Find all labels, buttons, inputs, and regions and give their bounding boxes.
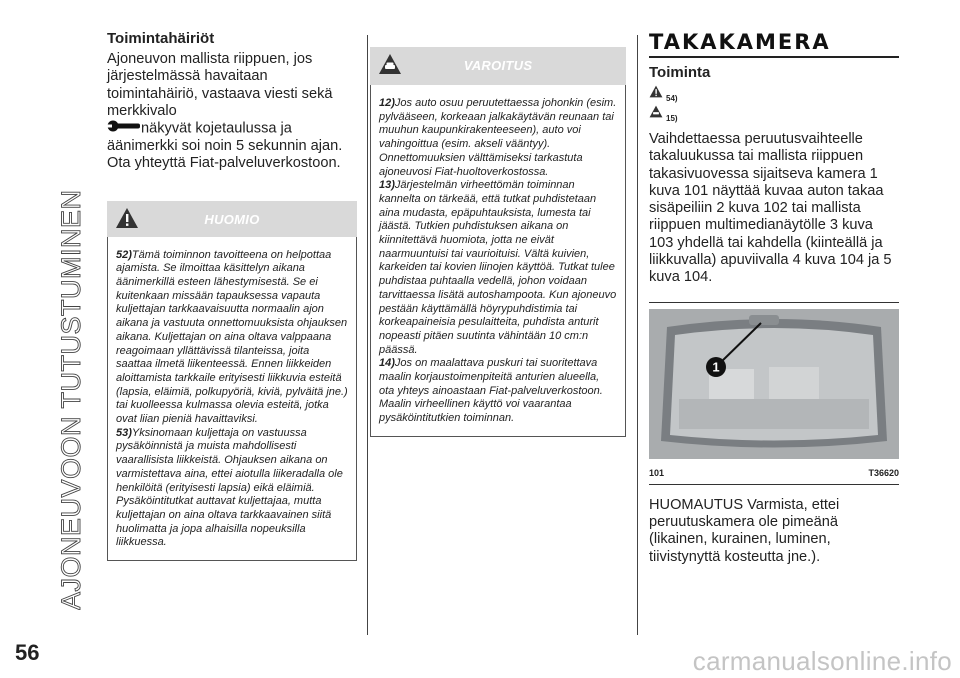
paragraph: Vaihdettaessa peruutusvaihteelle takaluukussa tai mallista riippuen takasivuovessa sijaitseva kamera 1 kuva 101 näyttää kuvaa auton takaa sisäpeiliin 2 kuva 102 tai mallista riippuen multimedianäytölle 3 kuva 103 yhdellä tai kahdella (kiinteällä ja liikkuvalla) apuviivalla 4 kuva 104 ja 5 kuva 104. [649,131,892,286]
title-rule [649,56,899,58]
notice-header [370,47,626,85]
note-item [116,249,348,427]
note-number: 13) [379,179,395,192]
notice-box [107,201,357,561]
page-number: 56 [15,640,40,665]
note-number: 12) [379,97,395,109]
note-text: Yksinomaan kuljettaja on vastuussa pysäköinnistä ja muista mahdollisesti vaarallisista liikkeistä. Ohjauksen aikana on varmistettava aina, ettei aiotulla liikeradalla ole henkilöitä (erityisesti lapsia) eikä eläimiä. Pysäköintitutkat auttavat kuljettajaa, mutta kuljettajan on aina oltava tarkkaavainen siitä huolimatta ja jopa alhaisilla nopeuksilla liikkuessa. [116,426,343,549]
note-text: Jos auto osuu peruutettaessa johonkin (esim. pylvääseen, korkeaan jalkakäytävän reunaan tai muuhun kaupunkirakenteeseen), auto voi vahingoittua (esim. akseli vääntyy). Onnettomuuksien välttämiseksi tarkastuta ajoneuvosi Fiat-huoltoverkostossa. [379,97,617,178]
section-side-title [50,20,90,610]
column-divider [367,35,368,635]
note-text: Järjestelmän virheettömän toiminnan kannelta on tärkeää, että tutkat puhdistetaan aina mudasta, epäpuhtauksista, lumesta tai jäästä. Tutkien puhdistuksen aikana on kiinnitettävä huomiota, jotta ne eivät naarmuuntuisi tai vaurioituisi. Vältä kuivien, karkeiden tai kovien liinojen käyttöä. Tutkat tulee puhdistaa puhtaalla vedellä, johon voidaan tarvittaessa lisätä autoshampoota. Kun ajoneuvo pestään käyttämällä höyrypuhdistimia tai korkeapaineisia pesulaitteita, puhdista anturit nopeasti pitäen suutinta vähintään 10 cm:n päässä. [379,179,617,356]
column-middle [370,30,626,437]
side-title-text: AJONEUVOON TUTUSTUMINEN [56,189,86,610]
section-heading: Toimintahäiriöt [107,30,215,47]
warning-ref [649,85,899,103]
car-warning-icon [649,105,663,123]
note-text: Jos on maalattava puskuri tai suoritettava maalin korjaustoimenpiteitä anturien alueella, ota yhteys ainoastaan Fiat-palveluverkostoon. Maalin virheellinen käyttö voi vaarantaa pysäköintitutkien toiminnan. [379,357,603,425]
section-title: TAKAKAMERA [649,30,831,54]
column-right [649,30,899,566]
note-number: 52) [116,248,132,261]
figure-caption [649,468,899,478]
sub-heading: Toiminta [649,64,711,81]
figure-101 [649,302,899,485]
warning-ref-number: 54) [666,94,678,103]
note-paragraph: HUOMAUTUS Varmista, ettei peruutuskamera ole pimeänä (likainen, kurainen, luminen, tiivistynyttä kosteutta jne.). [649,496,840,565]
paragraph [107,51,357,173]
wrench-icon [107,120,141,137]
notice-body [370,85,626,437]
note-number: 14) [379,357,395,370]
warning-ref [649,105,899,123]
notice-header [107,201,357,237]
warning-icon [649,85,663,103]
note-item [379,97,617,179]
watermark: carmanualsonline.info [692,646,952,676]
notice-title: HUOMIO [204,211,260,227]
notice-body [107,237,357,561]
column-divider [637,35,638,635]
note-item [379,357,617,426]
column-left [107,30,357,561]
note-text: Tämä toiminnon tavoitteena on helpottaa ajamista. Se ilmoittaa käsittelyn aikana äänimerkillä esteen lähestymisestä. Se ei kuitenkaan missään tapauksessa vapauta kuljettajan tarkkaavaisuutta normaalin ajon aikana ja vastuuta onnettomuuksista ohjauksen aikana. Kuljettajan on aina oltava valppaana reagoimaan yllättävissä tilanteissa, joita saattaa ilmetä liikenteessä. Ennen liikkeiden aloittamista tarkkaile erityisesti liikkuvia esteitä (lapsia, eläimiä, polkupyöriä, kiviä, pylväitä jne.) tai kuolleessa kulmassa olevia esteitä, jotka ovat liian pieniä havaittaviksi. [116,248,348,426]
note-number: 53) [116,426,132,439]
figure-number: 101 [649,467,665,478]
warning-ref-number: 15) [666,114,678,123]
note-item [116,427,348,550]
note-item [379,179,617,357]
figure-code: T36620 [868,467,899,478]
notice-box [370,47,626,437]
rear-camera-image [649,309,899,464]
notice-title: VAROITUS [463,58,533,73]
paragraph-text: näkyvät kojetaulussa ja äänimerkki soi noin 5 sekunnin ajan. Ota yhteyttä Fiat-palveluverkostoon. [107,120,343,172]
figure-callout: 1 [712,359,720,375]
paragraph-text: Ajoneuvon mallista riippuen, jos järjestelmässä havaitaan toimintahäiriö, vastaava viesti sekä merkkivalo [107,51,333,119]
